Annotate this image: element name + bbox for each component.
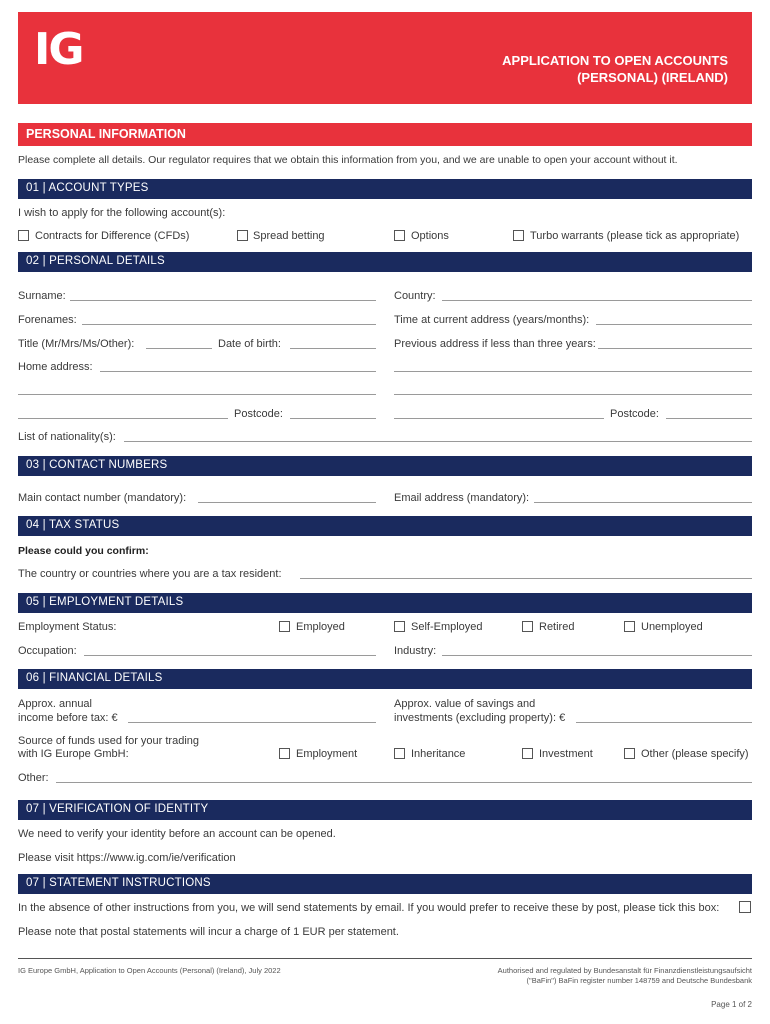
postcode-field[interactable] xyxy=(290,418,376,419)
inheritance-checkbox[interactable] xyxy=(394,748,405,759)
country-field[interactable] xyxy=(442,300,752,301)
employed-checkbox[interactable] xyxy=(279,621,290,632)
postal-statements-checkbox[interactable] xyxy=(739,901,751,913)
surname-label: Surname: xyxy=(18,290,66,302)
footer-right-line-2: ("BaFin") BaFin register number 148759 and Deutsche Bundesbank xyxy=(526,976,752,985)
previous-address-field-2[interactable] xyxy=(394,371,752,372)
industry-label: Industry: xyxy=(394,645,437,657)
time-at-address-label: Time at current address (years/months): xyxy=(394,314,590,326)
form-title xyxy=(502,52,728,86)
postcode-label: Postcode: xyxy=(234,408,283,420)
tax-confirm-label: Please could you confirm: xyxy=(18,545,149,557)
title-field[interactable] xyxy=(146,348,212,349)
retired-label: Retired xyxy=(539,621,575,633)
title-label: Title (Mr/Mrs/Ms/Other): xyxy=(18,338,135,350)
section-03-heading: 03 | CONTACT NUMBERS xyxy=(18,456,752,476)
dob-label: Date of birth: xyxy=(218,338,281,350)
footer-right xyxy=(498,966,752,986)
email-field[interactable] xyxy=(534,502,752,503)
previous-address-field-4[interactable] xyxy=(394,418,604,419)
turbo-warrants-checkbox[interactable] xyxy=(513,230,524,241)
verification-url: Please visit https://www.ig.com/ie/verification xyxy=(18,852,236,864)
home-address-field-2[interactable] xyxy=(18,394,376,395)
title-line-2: (PERSONAL) (IRELAND) xyxy=(577,70,728,85)
employment-status-label: Employment Status: xyxy=(18,621,117,633)
ig-logo: IG xyxy=(34,24,83,75)
main-contact-field[interactable] xyxy=(198,502,376,503)
unemployed-checkbox[interactable] xyxy=(624,621,635,632)
section-04-heading: 04 | TAX STATUS xyxy=(18,516,752,536)
other-field[interactable] xyxy=(56,782,752,783)
statement-instructions-text: In the absence of other instructions from you, we will send statements by email. If you would prefer to receive these by post, please tick this box: xyxy=(18,902,720,914)
occupation-label: Occupation: xyxy=(18,645,77,657)
personal-info-heading: PERSONAL INFORMATION xyxy=(18,123,752,146)
options-checkbox[interactable] xyxy=(394,230,405,241)
other-source-checkbox[interactable] xyxy=(624,748,635,759)
other-label: Other: xyxy=(18,772,49,784)
other-source-label: Other (please specify) xyxy=(641,748,749,760)
intro-text: Please complete all details. Our regulator requires that we obtain this information from you, and we are unable to open your account without it. xyxy=(18,154,678,166)
source-label-1: Source of funds used for your trading xyxy=(18,735,199,747)
account-types-prompt: I wish to apply for the following account(s): xyxy=(18,207,226,219)
footer-divider xyxy=(18,958,752,959)
country-label: Country: xyxy=(394,290,436,302)
turbo-warrants-label: Turbo warrants (please tick as appropriate) xyxy=(530,230,740,242)
forenames-label: Forenames: xyxy=(18,314,77,326)
previous-address-field-3[interactable] xyxy=(394,394,752,395)
tax-country-label: The country or countries where you are a tax resident: xyxy=(18,568,282,580)
dob-field[interactable] xyxy=(290,348,376,349)
self-employed-checkbox[interactable] xyxy=(394,621,405,632)
previous-address-label: Previous address if less than three years: xyxy=(394,338,596,350)
retired-checkbox[interactable] xyxy=(522,621,533,632)
home-address-field-3[interactable] xyxy=(18,418,228,419)
postal-charge-note: Please note that postal statements will incur a charge of 1 EUR per statement. xyxy=(18,926,399,938)
spread-betting-checkbox[interactable] xyxy=(237,230,248,241)
income-field[interactable] xyxy=(128,722,376,723)
employment-source-checkbox[interactable] xyxy=(279,748,290,759)
header-banner xyxy=(18,12,752,104)
industry-field[interactable] xyxy=(442,655,752,656)
email-label: Email address (mandatory): xyxy=(394,492,530,504)
section-02-heading: 02 | PERSONAL DETAILS xyxy=(18,252,752,272)
page-number: Page 1 of 2 xyxy=(711,1000,752,1009)
section-01-heading: 01 | ACCOUNT TYPES xyxy=(18,179,752,199)
employment-source-label: Employment xyxy=(296,748,358,760)
income-label-2: income before tax: € xyxy=(18,712,118,724)
surname-field[interactable] xyxy=(70,300,376,301)
employed-label: Employed xyxy=(296,621,345,633)
unemployed-label: Unemployed xyxy=(641,621,703,633)
investment-checkbox[interactable] xyxy=(522,748,533,759)
previous-address-field[interactable] xyxy=(598,348,752,349)
section-06-heading: 06 | FINANCIAL DETAILS xyxy=(18,669,752,689)
inheritance-label: Inheritance xyxy=(411,748,466,760)
time-at-address-field[interactable] xyxy=(596,324,752,325)
savings-field[interactable] xyxy=(576,722,752,723)
forenames-field[interactable] xyxy=(82,324,376,325)
options-label: Options xyxy=(411,230,449,242)
occupation-field[interactable] xyxy=(84,655,376,656)
previous-postcode-label: Postcode: xyxy=(610,408,659,420)
nationality-field[interactable] xyxy=(124,441,752,442)
investment-label: Investment xyxy=(539,748,593,760)
section-07-statements-heading: 07 | STATEMENT INSTRUCTIONS xyxy=(18,874,752,894)
tax-country-field[interactable] xyxy=(300,578,752,579)
savings-label-2: investments (excluding property): € xyxy=(394,712,566,724)
income-label-1: Approx. annual xyxy=(18,698,92,710)
section-07-verification-heading: 07 | VERIFICATION OF IDENTITY xyxy=(18,800,752,820)
verification-text: We need to verify your identity before an account can be opened. xyxy=(18,828,336,840)
footer-right-line-1: Authorised and regulated by Bundesanstalt für Finanzdienstleistungsaufsicht xyxy=(497,966,752,975)
title-line-1: APPLICATION TO OPEN ACCOUNTS xyxy=(502,53,728,68)
main-contact-label: Main contact number (mandatory): xyxy=(18,492,187,504)
footer-left: IG Europe GmbH, Application to Open Accounts (Personal) (Ireland), July 2022 xyxy=(18,966,281,975)
cfd-label: Contracts for Difference (CFDs) xyxy=(35,230,190,242)
cfd-checkbox[interactable] xyxy=(18,230,29,241)
section-05-heading: 05 | EMPLOYMENT DETAILS xyxy=(18,593,752,613)
home-address-label: Home address: xyxy=(18,361,93,373)
home-address-field-1[interactable] xyxy=(100,371,376,372)
self-employed-label: Self-Employed xyxy=(411,621,483,633)
spread-betting-label: Spread betting xyxy=(253,230,325,242)
previous-postcode-field[interactable] xyxy=(666,418,752,419)
source-label-2: with IG Europe GmbH: xyxy=(18,748,129,760)
nationality-label: List of nationality(s): xyxy=(18,431,116,443)
savings-label-1: Approx. value of savings and xyxy=(394,698,536,710)
